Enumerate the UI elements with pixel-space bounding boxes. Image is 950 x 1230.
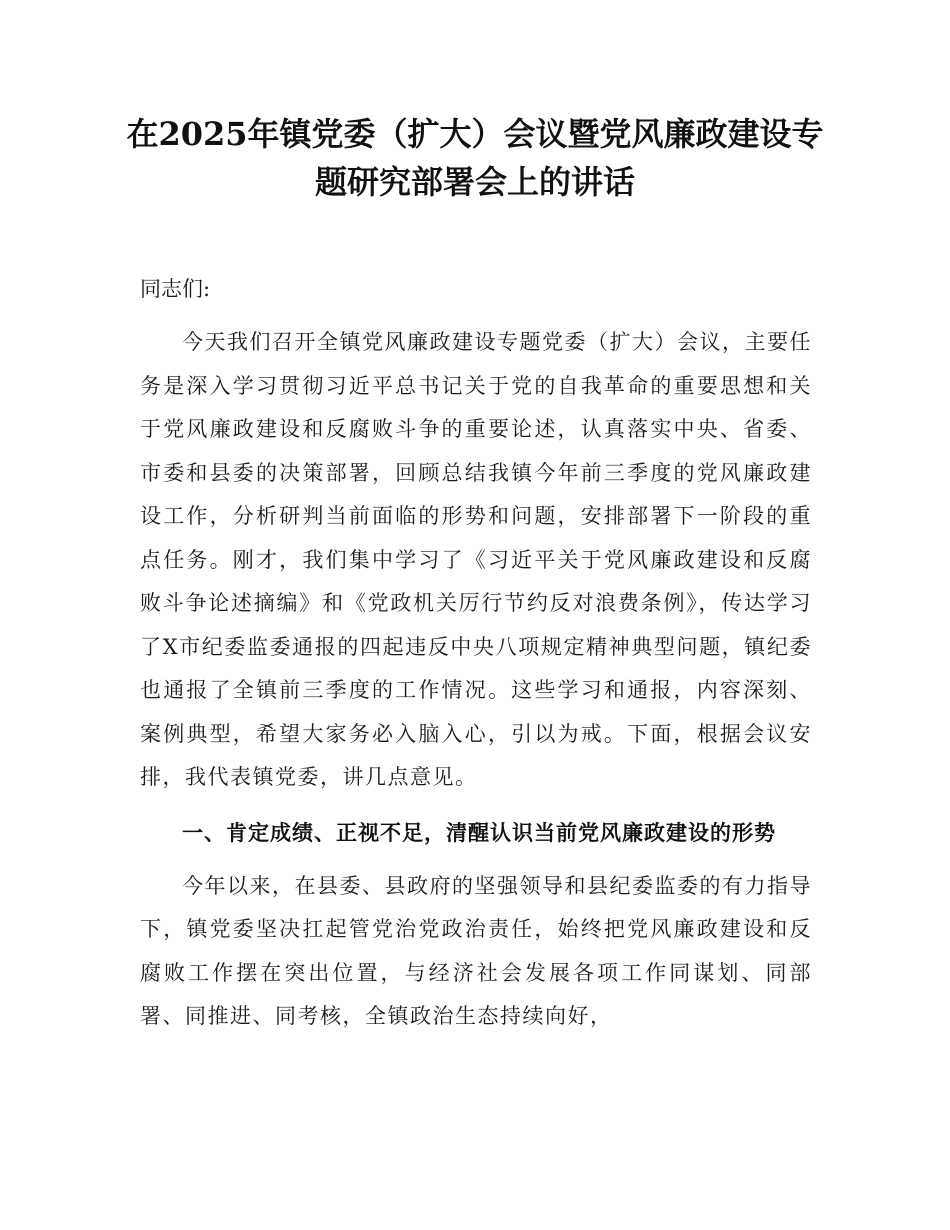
section-paragraph: 今年以来，在县委、县政府的坚强领导和县纪委监委的有力指导下，镇党委坚决扛起管党治党政治责任，始终把党风廉政建设和反腐败工作摆在突出位置，与经济社会发展各项工作同谋划、同部署、同推进、同考核，全镇政治生态持续向好， bbox=[140, 873, 812, 1028]
document-title: 在2025年镇党委（扩大）会议暨党风廉政建设专题研究部署会上的讲话 bbox=[126, 115, 824, 201]
document-body bbox=[140, 268, 812, 1039]
salutation: 同志们: bbox=[140, 277, 211, 301]
section-heading: 一、肯定成绩、正视不足，清醒认识当前党风廉政建设的形势 bbox=[182, 820, 776, 845]
intro-paragraph: 今天我们召开全镇党风廉政建设专题党委（扩大）会议，主要任务是深入学习贯彻习近平总书记关于党的自我革命的重要思想和关于党风廉政建设和反腐败斗争的重要论述，认真落实中央、省委、市委和县委的决策部署，回顾总结我镇今年前三季度的党风廉政建设工作，分析研判当前面临的形势和问题，安排部署下一阶段的重点任务。刚才，我们集中学习了《习近平关于党风廉政建设和反腐败斗争论述摘编》和《党政机关厉行节约反对浪费条例》，传达学习了X市纪委监委通报的四起违反中央八项规定精神典型问题，镇纪委也通报了全镇前三季度的工作情况。这些学习和通报，内容深刻、案例典型，希望大家务必入脑入心，引以为戒。下面，根据会议安排，我代表镇党委，讲几点意见。 bbox=[140, 330, 812, 789]
